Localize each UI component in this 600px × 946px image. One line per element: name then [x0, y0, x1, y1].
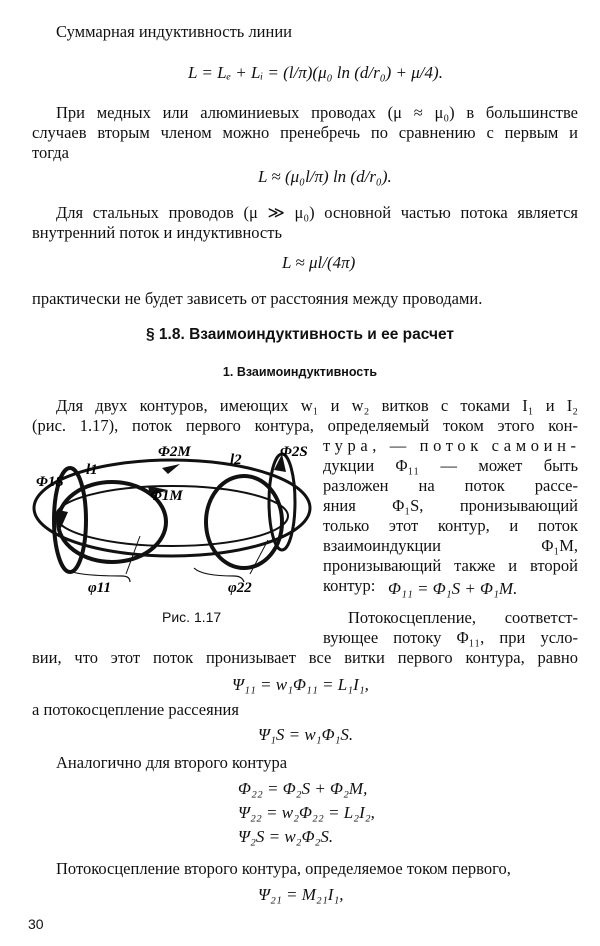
paragraph-two-circuits-line2: (рис. 1.17), поток первого контура, определяемый током этого кон-: [32, 416, 578, 435]
formula-psi21: Ψ₂₁ = M₂₁I₁,: [258, 885, 344, 904]
formula-psi11: Ψ₁₁ = w₁Φ₁₁ = L₁I₁,: [232, 675, 369, 694]
paragraph-linkage-line1: Потокосцепление, соответст-: [348, 608, 578, 627]
paragraph-steel-line1: Для стальных проводов (μ ≫ μ₀) основной частью потока является: [56, 203, 578, 222]
section-heading: § 1.8. Взаимоиндуктивность и ее расчет: [146, 326, 454, 343]
label-phi11: φ11: [88, 580, 111, 596]
paragraph-leakage: а потокосцепление рассеяния: [32, 700, 239, 719]
paragraph-steel-line2: внутренний поток и индуктивность: [32, 223, 282, 242]
formula-phi22: Φ₂₂ = Φ₂S + Φ₂M,: [238, 779, 368, 798]
label-l1: l1: [86, 462, 98, 478]
formula-steel-inductance: L ≈ μl/(4π): [282, 253, 356, 272]
label-l2: l2: [230, 452, 242, 468]
intro-text: Суммарная индуктивность линии: [56, 22, 293, 41]
formula-flux-decomposition: Φ₁₁ = Φ₁S + Φ₁M.: [388, 579, 518, 598]
paragraph-copper-line3: тогда: [32, 143, 69, 162]
paragraph-linkage-line3: вии, что этот поток пронизывает все витки первого контура, равно: [32, 648, 578, 667]
label-phi2m: Φ2M: [158, 444, 191, 460]
formula-copper-inductance: L ≈ (μ₀l/π) ln (d/r₀).: [258, 167, 392, 186]
arrow-phi2m: [162, 464, 180, 474]
right-line-7: пронизывающий также и второй: [323, 556, 578, 575]
paragraph-two-circuits-line1: Для двух контуров, имеющих w₁ и w₂ витков с токами I₁ и I₂: [56, 396, 578, 415]
formula-total-inductance: L = Lₑ + Lᵢ = (l/π)(μ₀ ln (d/r₀) + μ/4).: [188, 63, 443, 82]
right-line-3: разложен на поток рассе-: [323, 476, 578, 495]
page-number: 30: [28, 916, 44, 932]
right-column-text: [323, 436, 581, 596]
figure-caption: Рис. 1.17: [162, 609, 222, 625]
right-line-5: только этот контур, и поток: [323, 516, 578, 535]
right-line-4: яния Φ₁S, пронизывающий: [323, 496, 578, 515]
paragraph-second-circuit: Аналогично для второго контура: [56, 753, 288, 772]
right-line-2: дукции Φ₁₁ — может быть: [323, 456, 578, 475]
formula-psi1s: Ψ₁S = w₁Φ₁S.: [258, 725, 354, 744]
paragraph-copper-line2: случаев вторым членом можно пренебречь по сравнению с первым и: [32, 123, 578, 142]
label-phi2s: Φ2S: [280, 444, 308, 460]
paragraph-linkage-line2: вующее потоку Φ₁₁, при усло-: [323, 628, 578, 647]
figure-two-coupled-circuits: [22, 440, 312, 610]
formula-psi2s: Ψ₂S = w₂Φ₂S.: [238, 827, 334, 846]
subsection-heading: 1. Взаимоиндуктивность: [222, 365, 378, 379]
paragraph-mutual-linkage: Потокосцепление второго контура, определяемое током первого,: [56, 859, 511, 878]
label-phi1s: Φ1S: [36, 474, 64, 490]
formula-psi22: Ψ₂₂ = w₂Φ₂₂ = L₂I₂,: [238, 803, 375, 822]
paragraph-copper-line1: При медных или алюминиевых проводах (μ ≈ μ₀) в большинстве: [56, 103, 578, 122]
right-line-8: контур:: [323, 576, 376, 595]
paragraph-distance: практически не будет зависеть от расстояния между проводами.: [32, 289, 483, 308]
right-line-6: взаимоиндукции Φ₁M,: [323, 536, 578, 555]
label-phi1m: Φ1M: [150, 488, 183, 504]
right-line-1: тура, — поток самоин-: [323, 436, 581, 455]
label-phi22: φ22: [228, 580, 252, 596]
